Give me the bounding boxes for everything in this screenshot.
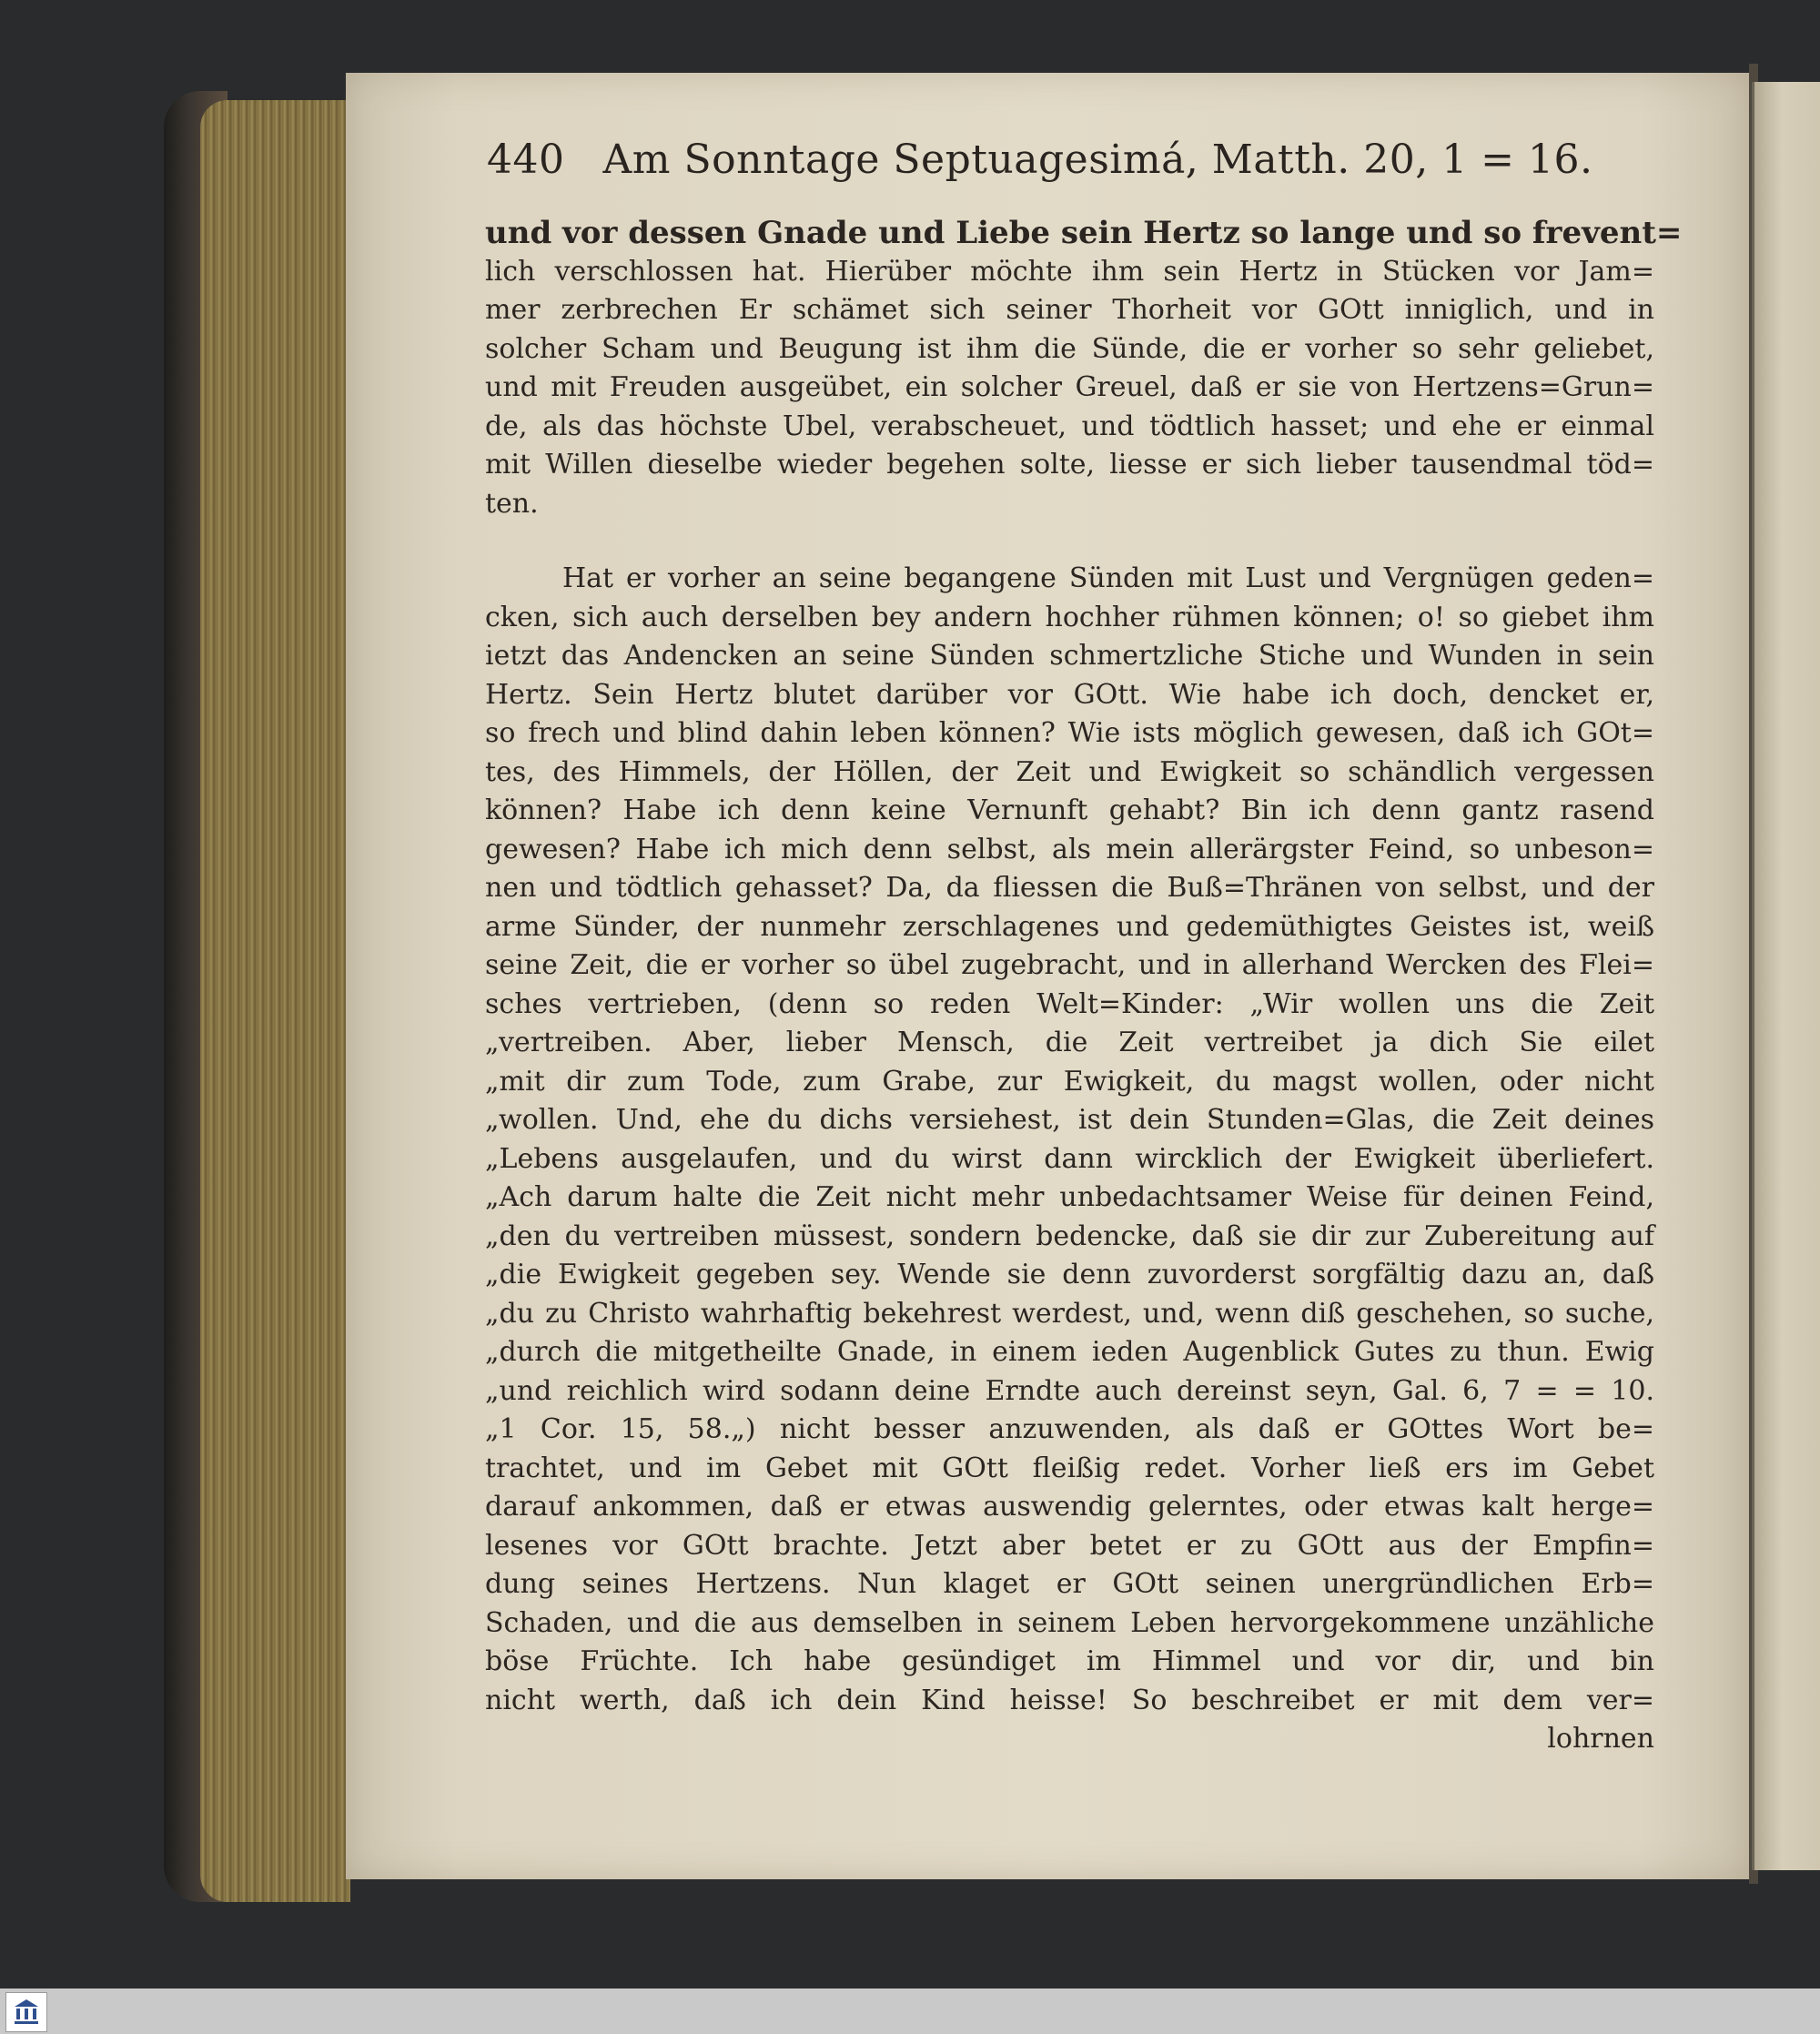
text-line: arme Sünder, der nunmehr zerschlagenes und gedemüthigtes Geistes ist, weiß [485,910,1654,943]
text-line: und mit Freuden ausgeübet, ein solcher Greuel, daß er sie von Hertzens=Grun= [485,371,1654,403]
text-line: „vertreiben. Aber, lieber Mensch, die Zeit vertreibet ja dich Sie eilet [485,1027,1654,1058]
text-line: seine Zeit, die er vorher so übel zugebracht, und in allerhand Wercken des Flei= [485,949,1654,981]
text-line: „1 Cor. 15, 58.„) nicht besser anzuwenden, als daß er GOttes Wort be= [485,1413,1654,1445]
text-line: darauf ankommen, daß er etwas auswendig gelerntes, oder etwas kalt herge= [485,1491,1654,1523]
running-title: Am Sonntage Septuagesimá, Matth. 20, 1 = 16. [602,137,1593,183]
facing-page-edge [1752,82,1820,1870]
text-line: „die Ewigkeit gegeben sey. Wende sie denn zuvorderst sorgfältig dazu an, daß [485,1259,1654,1290]
text-line: ten. [485,487,539,520]
text-line: de, als das höchste Ubel, verabscheuet, und tödtlich hasset; und ehe er einmal [485,410,1654,442]
text-line: dung seines Hertzens. Nun klaget er GOtt seinen unergründlichen Erb= [485,1568,1654,1600]
text-line: sches vertrieben, (denn so reden Welt=Kinder: „Wir wollen uns die Zeit [485,987,1654,1020]
paragraph-2 [485,560,1654,1720]
library-building-icon [11,1997,42,2028]
running-header [487,137,1652,183]
library-logo [5,1992,47,2032]
text-line: mer zerbrechen Er schämet sich seiner Thorheit vor GOtt inniglich, und in [485,294,1654,326]
paragraph-gap [485,523,1654,560]
text-line: und vor dessen Gnade und Liebe sein Hertz so lange und so frevent= [485,215,1683,251]
text-line: so frech und blind dahin leben können? Wie ists möglich gewesen, daß ich GOt= [485,717,1654,749]
paragraph-1 [485,214,1683,523]
text-line: Hat er vorher an seine begangene Sünden mit Lust und Vergnügen geden= [562,562,1654,594]
text-line: lich verschlossen hat. Hierüber möchte ihm sein Hertz in Stücken vor Jam= [485,255,1654,288]
text-block [485,214,1683,1759]
text-line: „mit dir zum Tode, zum Grabe, zur Ewigkeit, du magst wollen, oder nicht [485,1065,1654,1098]
book-page-edge [200,100,350,1902]
catchword: lohrnen [1547,1723,1654,1755]
page-number: 440 [487,137,565,183]
text-line: cken, sich auch derselben bey andern hochher rühmen können; o! so giebet ihm [485,601,1654,633]
viewer-bottom-strip [0,1988,1820,2034]
text-line: nen und tödtlich gehasset? Da, da fliessen die Buß=Thränen von selbst, und der [485,872,1654,904]
text-line: Hertz. Sein Hertz blutet darüber vor GOtt. Wie habe ich doch, dencket er, [485,678,1654,711]
text-line: gewesen? Habe ich mich denn selbst, als mein allerärgster Feind, so unbeson= [485,833,1654,865]
text-line: „Lebens ausgelaufen, und du wirst dann wircklich der Ewigkeit überliefert. [485,1142,1654,1175]
text-line: lesenes vor GOtt brachte. Jetzt aber betet er zu GOtt aus der Empfin= [485,1529,1654,1562]
text-line: „Ach darum halte die Zeit nicht mehr unbedachtsamer Weise für deinen Feind, [485,1181,1654,1213]
text-line: Schaden, und die aus demselben in seinem Leben hervorgekommene unzähliche [485,1606,1654,1639]
text-line: tes, des Himmels, der Höllen, der Zeit und Ewigkeit so schändlich vergessen [485,755,1654,788]
text-line: böse Früchte. Ich habe gesündiget im Himmel und vor dir, und bin [485,1645,1654,1677]
text-line: „wollen. Und, ehe du dichs versiehest, ist dein Stunden=Glas, die Zeit deines [485,1104,1654,1136]
text-line: solcher Scham und Beugung ist ihm die Sünde, die er vorher so sehr geliebet, [485,332,1654,365]
text-line: „durch die mitgetheilte Gnade, in einem ieden Augenblick Gutes zu thun. Ewig [485,1336,1654,1368]
text-line: „und reichlich wird sodann deine Erndte auch dereinst seyn, Gal. 6, 7 = = 10. [485,1374,1654,1407]
text-line: nicht werth, daß ich dein Kind heisse! So beschreibet er mit dem ver= [485,1684,1654,1716]
text-line: ietzt das Andencken an seine Sünden schmertzliche Stiche und Wunden in sein [485,640,1654,672]
text-line: mit Willen dieselbe wieder begehen solte, liesse er sich lieber tausendmal töd= [485,449,1654,481]
text-line: können? Habe ich denn keine Vernunft gehabt? Bin ich denn gantz rasend [485,794,1654,826]
text-line: trachtet, und im Gebet mit GOtt fleißig redet. Vorher ließ ers im Gebet [485,1452,1654,1484]
text-line: „den du vertreiben müssest, sondern bedencke, daß sie dir zur Zubereitung auf [485,1219,1654,1252]
text-line: „du zu Christo wahrhaftig bekehrest werdest, und, wenn diß geschehen, so suche, [485,1297,1654,1330]
